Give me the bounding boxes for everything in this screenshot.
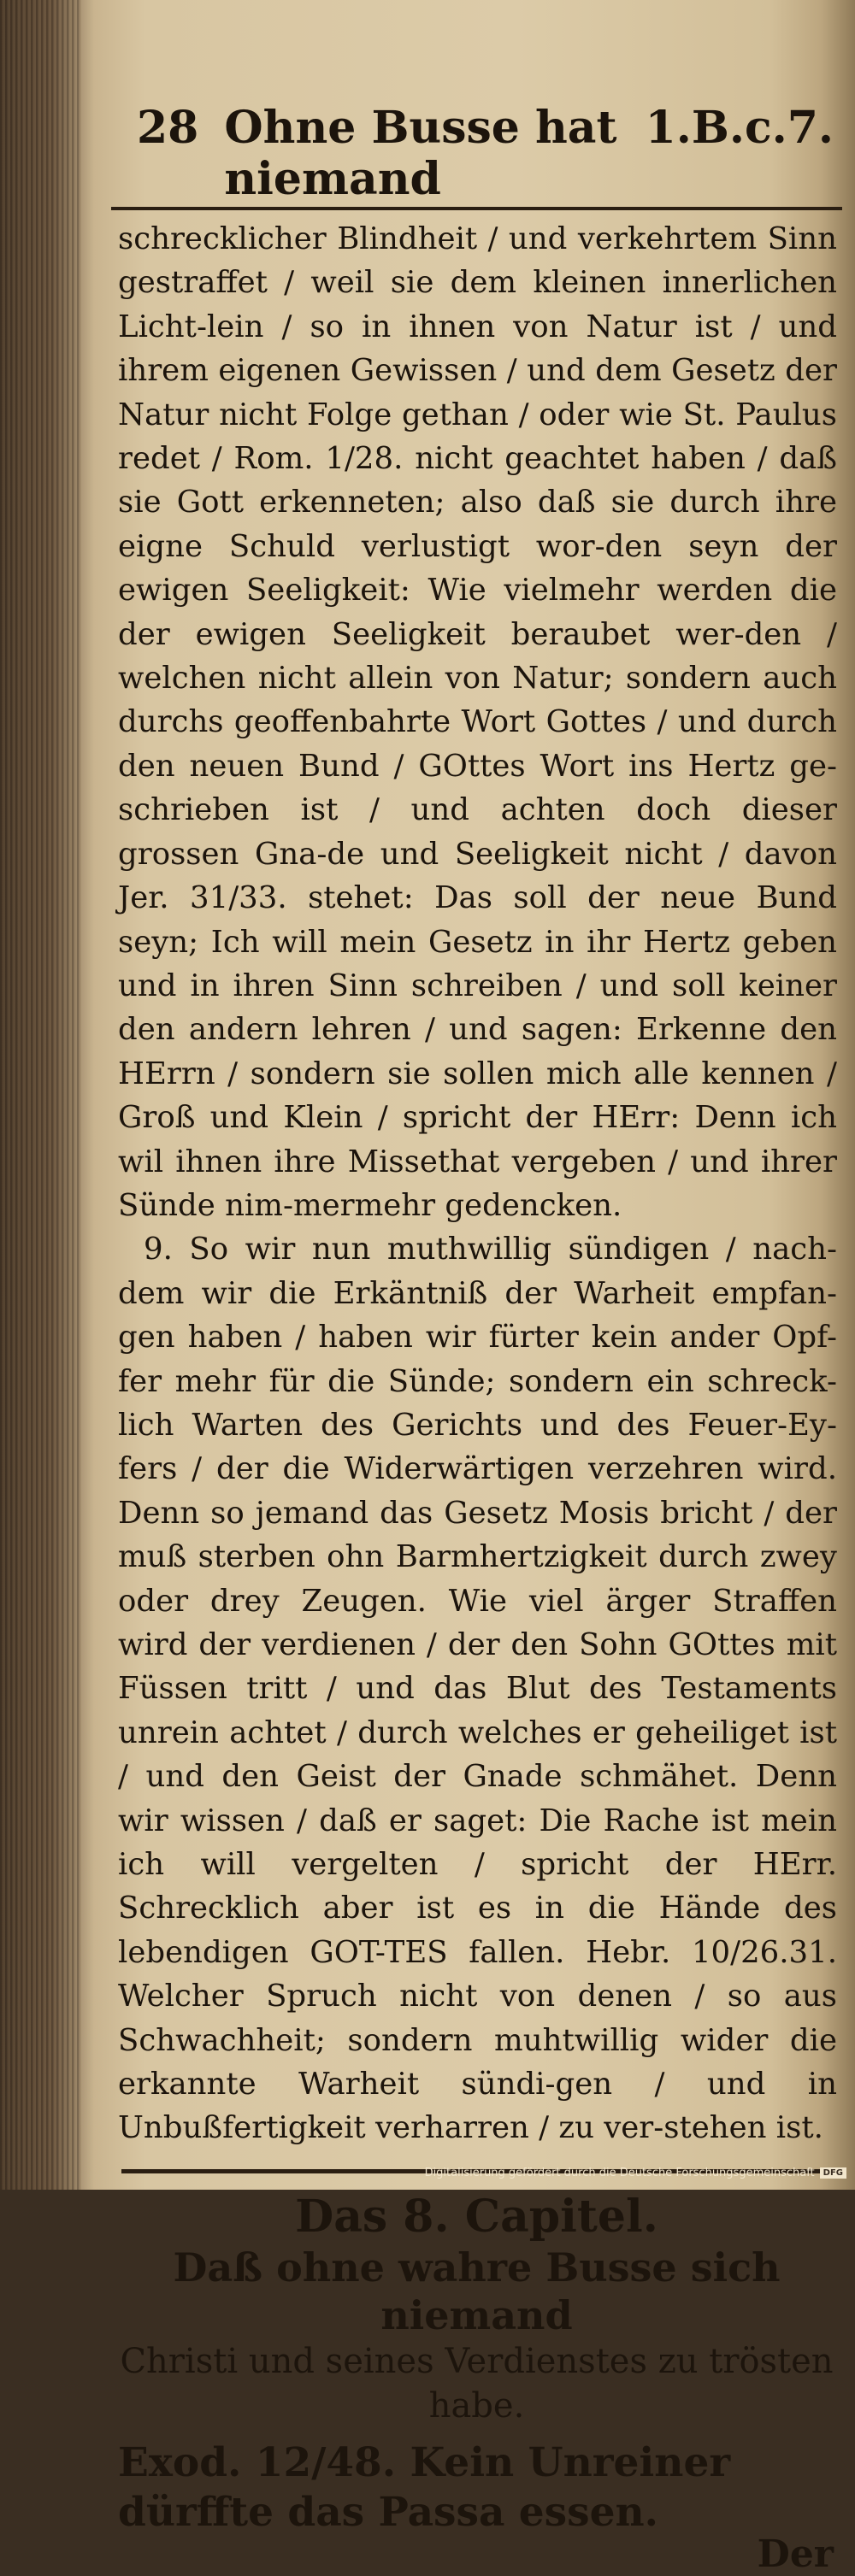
book-spine-edge [0, 0, 81, 2190]
verse-reference: Exod. 12/48. Kein Unreiner dürffte das Passa essen. [111, 2438, 842, 2538]
catchword: Der [111, 2532, 842, 2576]
dfg-logo: DFG [820, 2167, 846, 2179]
page-number: 28 [137, 103, 198, 154]
paragraph-1: schrecklicher Blindheit / und verkehrtem Sinn gestraffet / weil sie dem kleinen innerlichen Licht-lein / so in ihnen von Natur ist / und ihrem eigenen Gewissen / und dem Gesetz der Natur nicht Folge gethan / oder wie St. Paulus redet / Rom. 1/28. nicht geachtet haben / daß sie Gott erkenneten; also daß sie durch ihre eigne Schuld verlustigt wor-den seyn der ewigen Seeligkeit: Wie vielmehr werden die der ewigen Seeligkeit beraubet wer-den / welchen nicht allein von Natur; sondern auch durchs geoffenbahrte Wort Gottes / und durch den neuen Bund / GOttes Wort ins Hertz ge-schrieben ist / und achten doch dieser grossen Gna-de und Seeligkeit nicht / davon Jer. 31/33. stehet: Das soll der neue Bund seyn; Ich will mein Gesetz in ihr Hertz geben und in ihren Sinn schreiben / und soll keiner den andern lehren / und sagen: Erkenne den HErrn / sondern sie sollen mich alle kennen / Groß und Klein / spricht der HErr: Denn ich wil ihnen ihre Missethat vergeben / und ihrer Sünde nim-mermehr gedencken. [118, 217, 837, 1227]
paragraph-2: 9. So wir nun muthwillig sündigen / nach-dem wir die Erkäntniß der Warheit empfan-gen haben / haben wir fürter kein ander Opf-fer mehr für die Sünde; sondern ein schreck-lich Warten des Gerichts und des Feuer-Ey-fers / der die Widerwärtigen verzehren wird. Denn so jemand das Gesetz Mosis bricht / der muß sterben ohn Barmhertzigkeit durch zwey oder drey Zeugen. Wie viel ärger Straffen wird der verdienen / der den Sohn GOttes mit Füssen tritt / und das Blut des Testaments unrein achtet / durch welches er geheiliget ist / und den Geist der Gnade schmähet. Denn wir wissen / daß er saget: Die Rache ist mein ich will vergelten / spricht der HErr. Schrecklich aber ist es in die Hände des lebendigen GOT-TES fallen. Hebr. 10/26.31. Welcher Spruch nicht von denen / so aus Schwachheit; sondern muhtwillig wider die erkannte Warheit sündi-gen / und in Unbußfertigkeit verharren / zu ver-stehen ist. [118, 1227, 837, 2150]
body-text [111, 217, 842, 2150]
footer-credit: Digitalisierung gefördert durch die Deutsche Forschungsgemeinschaft [425, 2167, 815, 2179]
header-rule [111, 207, 842, 210]
running-header [111, 103, 842, 205]
running-title: Ohne Busse hat niemand [224, 103, 645, 205]
chapter-subtitle-2: Christi und seines Verdienstes zu trösten habe. [111, 2339, 842, 2428]
book-page [111, 103, 842, 2576]
digitization-footer [425, 2167, 846, 2179]
chapter-title: Das 8. Capitel. [111, 2191, 842, 2244]
section-reference: 1.B.c.7. [646, 103, 834, 154]
chapter-subtitle: Daß ohne wahre Busse sich niemand [111, 2244, 842, 2339]
